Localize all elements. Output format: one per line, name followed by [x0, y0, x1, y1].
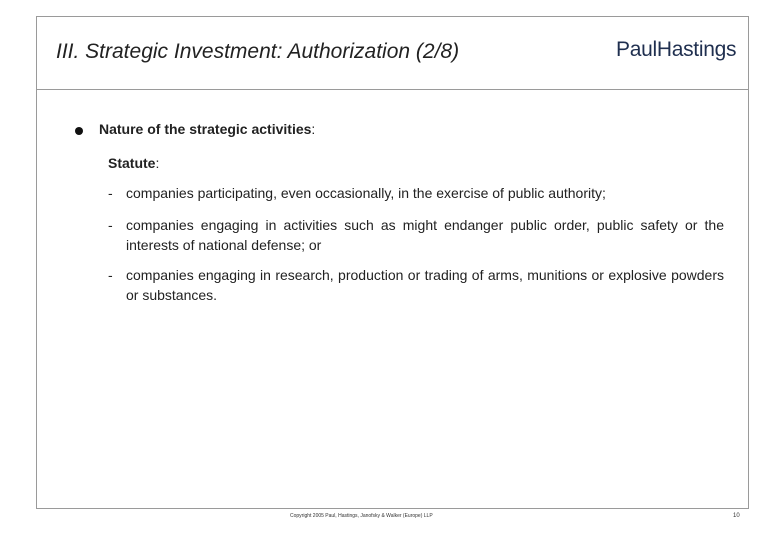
list-item: [108, 183, 724, 203]
statute-label: Statute: [108, 155, 156, 171]
list-item-text: companies engaging in activities such as might endanger public order, public safety or the interests of national defense; or: [126, 217, 724, 253]
statute-colon: :: [155, 155, 160, 171]
list-item: [108, 215, 724, 255]
page-number: 10: [733, 513, 740, 519]
copyright-footer: Copyright 2005 Paul, Hastings, Janofsky & Walker (Europe) LLP: [290, 513, 433, 519]
bullet-heading: [99, 121, 315, 137]
list-item-text: companies engaging in research, production or trading of arms, munitions or explosive powders or substances.: [126, 267, 724, 303]
slide-title: III. Strategic Investment: Authorization (2/8): [56, 40, 460, 63]
logo-second-word: Hastings: [656, 38, 737, 61]
dash-marker: -: [108, 185, 113, 201]
paul-hastings-logo: [616, 38, 736, 62]
logo-first-word: Paul: [616, 38, 657, 61]
statute-heading: [108, 155, 159, 171]
dash-marker: -: [108, 217, 113, 233]
bullet-heading-label: Nature of the strategic activities: [99, 121, 312, 137]
header-divider: [36, 89, 749, 90]
list-item-text: companies participating, even occasionally, in the exercise of public authority;: [126, 185, 606, 201]
dash-marker: -: [108, 267, 113, 283]
bullet-dot-icon: [75, 127, 83, 135]
list-item: [108, 265, 724, 305]
bullet-heading-colon: :: [311, 121, 316, 137]
